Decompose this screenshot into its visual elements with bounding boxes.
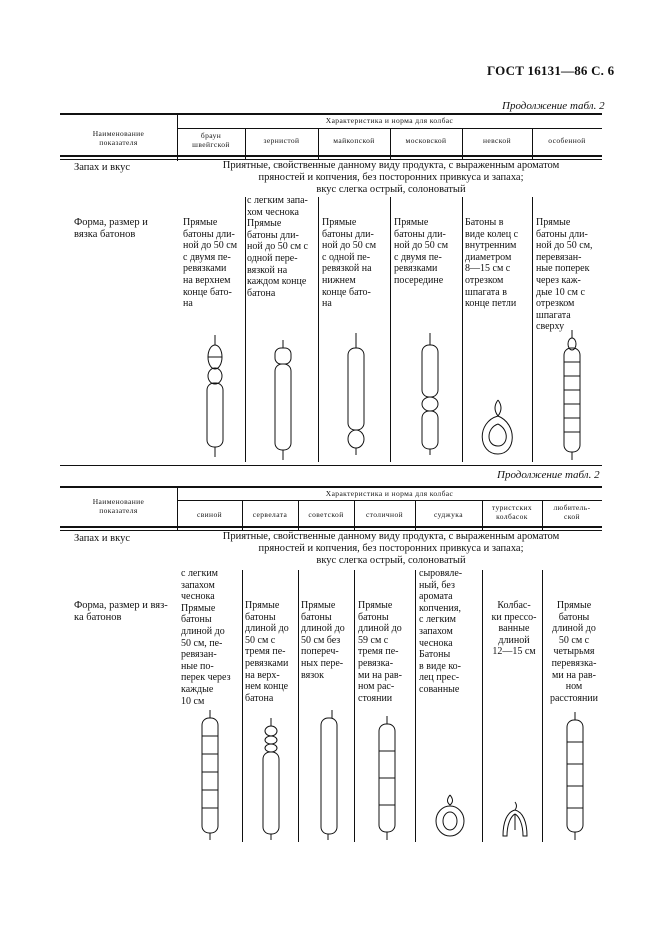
- form-cell: Колбас- ки прессо- ванные длиной 12—15 см: [491, 600, 537, 658]
- column-header: советской: [308, 510, 344, 519]
- continuation-label-1: Продолжение табл. 2: [502, 100, 605, 112]
- column-header: туристских колбасок: [491, 503, 533, 521]
- sausage-drawing: [560, 712, 590, 840]
- sausage-drawing: [341, 333, 371, 458]
- form-cell: Прямые батоны дли- ной до 50 см с одной пе- ревязкой на нижнем конце бато- на: [322, 217, 377, 310]
- form-cell: Прямые батоны дли- ной до 50 см с двумя пе- ревязками на верхнем конце бато- на: [183, 217, 238, 310]
- group-header: Характеристика и норма для колбас: [325, 116, 454, 125]
- row-label-form: Форма, размер и вяз- ка батонов: [74, 600, 168, 623]
- sausage-ring-drawing: [432, 793, 468, 839]
- column-header: майкопской: [333, 136, 375, 145]
- column-header: московской: [405, 136, 447, 145]
- form-cell: Прямые батоны длиной до 50 см с четырьмя перевязка- ми на рав- ном расстоянии: [549, 600, 599, 704]
- form-cell: с легким запахом чеснока Прямые батоны длиной до 50 см, пе- ревязан- ные по- перек через каждые 10 см: [181, 568, 231, 707]
- smell-description: Приятные, свойственные данному виду продукта, с выраженным ароматом пряностей и копчения, без посторонних привкуса и запаха; вкус слегка острый, солоноватый: [222, 160, 560, 195]
- sausage-drawing: [200, 335, 230, 460]
- sausage-drawing: [415, 333, 445, 458]
- param-header: Наименование показателя: [92, 497, 145, 515]
- smell-description: Приятные, свойственные данному виду продукта, с выраженным ароматом пряностей и копчения, без посторонних привкуса и запаха; вкус слегка острый, солоноватый: [222, 531, 560, 566]
- form-cell: Прямые батоны длиной до 50 см с тремя пе- ревязками на верх- нем конце батона: [245, 600, 289, 704]
- form-cell: с легким запа- хом чеснока Прямые батоны дли- ной до 50 см с одной пере- вязкой на каждом конце батона: [247, 195, 308, 299]
- group-header: Характеристика и норма для колбас: [325, 489, 454, 498]
- form-cell: сыровяле- ный, без аромата копчения, с легким запахом чеснока Батоны в виде ко- лец прес- сованные: [419, 568, 463, 695]
- sausage-drawing: [268, 340, 298, 465]
- column-header: зернистой: [263, 136, 300, 145]
- sausage-drawing: [313, 710, 343, 840]
- sausage-drawing: [195, 710, 225, 840]
- form-cell: Прямые батоны длиной до 50 см без попереч- ных пере- вязок: [301, 600, 345, 681]
- column-header: особенной: [548, 136, 586, 145]
- row-label-smell: Запах и вкус: [74, 162, 131, 173]
- form-cell: Прямые батоны дли- ной до 50 см, перевязан- ные поперек через каж- дые 10 см с отрезком шпагата сверху: [536, 217, 593, 333]
- form-cell: Батоны в виде колец с внутренним диаметром 8—15 см с отрезком шпагата в конце петли: [465, 217, 519, 310]
- form-cell: Прямые батоны дли- ной до 50 см с двумя пе- ревязками посередине: [394, 217, 449, 286]
- sausage-ring-drawing: [480, 398, 516, 458]
- row-label-form: Форма, размер и вязка батонов: [74, 217, 148, 240]
- column-header: свиной: [196, 510, 223, 519]
- sausage-drawing: [256, 718, 286, 840]
- sausage-drawing: [372, 716, 402, 840]
- param-header: Наименование показателя: [92, 129, 145, 147]
- form-cell: Прямые батоны длиной до 59 см с тремя пе- ревязка- ми на рав- ном рас- стоянии: [358, 600, 402, 704]
- column-header: столичной: [365, 510, 404, 519]
- column-header: сервелата: [252, 510, 288, 519]
- column-header: браун швейгской: [192, 131, 230, 149]
- row-label-smell: Запах и вкус: [74, 533, 131, 544]
- sausage-pair-drawing: [497, 800, 533, 840]
- column-header: невской: [483, 136, 511, 145]
- page-header: ГОСТ 16131—86 С. 6: [487, 63, 615, 78]
- column-header: любитель- ской: [553, 503, 591, 521]
- sausage-drawing: [557, 330, 587, 465]
- column-header: суджука: [434, 510, 463, 519]
- continuation-label-2: Продолжение табл. 2: [497, 469, 600, 481]
